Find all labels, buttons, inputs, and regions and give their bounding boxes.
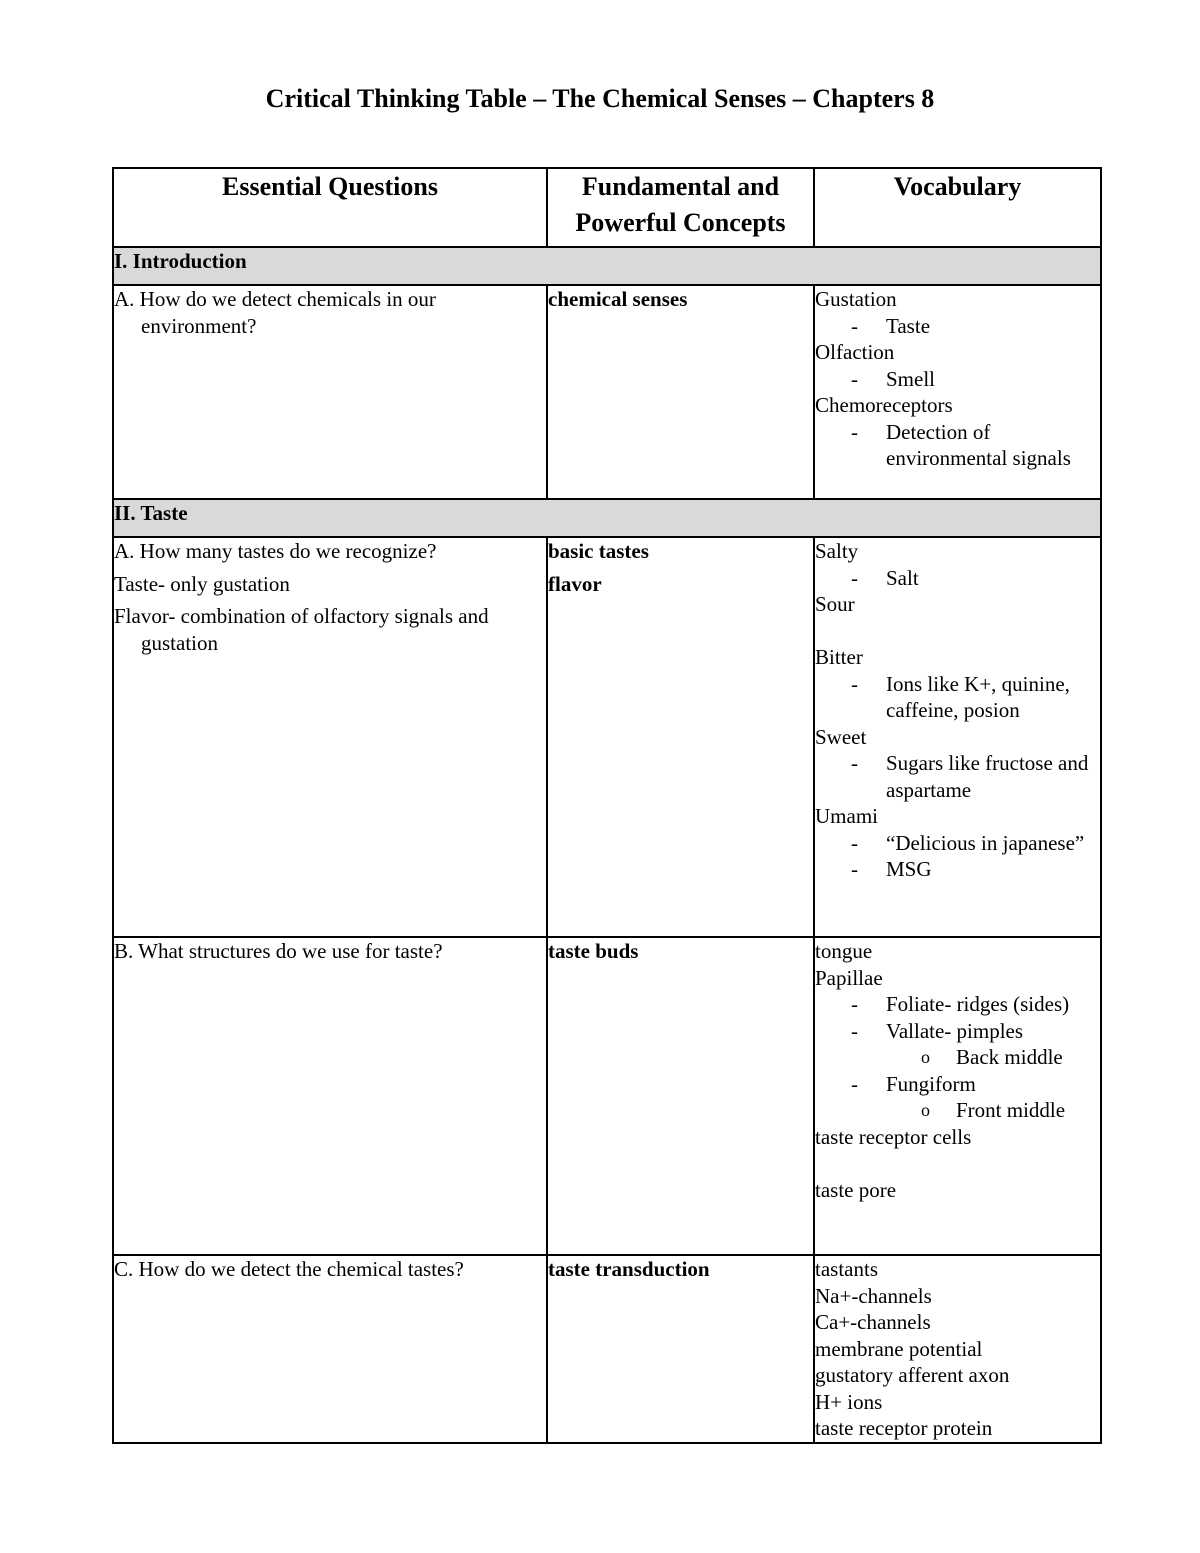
vocab-text: taste receptor protein [815,1416,993,1440]
table-body [113,247,1101,1443]
section-row [113,499,1101,537]
vocab-text: Detection of environmental signals [886,419,1071,470]
vocab-text: Foliate- ridges (sides) [886,992,1070,1016]
vocab-text: Sweet [815,724,867,749]
dash-bullet-icon: - [851,565,858,590]
vocab-item [815,1177,1100,1204]
section-title: I. Introduction [113,247,1101,285]
dash-bullet-icon: - [851,751,858,775]
vocab-text: gustatory afferent axon [815,1363,1010,1387]
vocab-item [815,803,1100,830]
vocabulary-cell [814,1255,1101,1443]
vocab-item [815,1283,1100,1310]
vocab-text: Ions like K+, quinine, caffeine, posion [886,671,1070,722]
vocab-text: Sugars like fructose and aspartame [886,751,1089,802]
vocabulary-cell [814,937,1101,1255]
vocabulary-cell [814,285,1101,499]
vocabulary-cell [814,537,1101,937]
vocab-subitem [815,419,1100,472]
header-essential-questions: Essential Questions [113,168,547,247]
vocab-text: Back middle [956,1045,1063,1069]
vocab-text: Sour [815,592,855,616]
vocab-text: Fungiform [886,1071,976,1096]
vocab-subitem [815,565,1100,592]
vocab-item [815,286,1100,313]
vocab-item [815,1389,1100,1416]
vocab-text: “Delicious in japanese” [886,830,1085,855]
vocab-subitem [815,856,1100,883]
concept-text: flavor [548,571,602,596]
dash-bullet-icon: - [851,419,858,444]
dash-bullet-icon: - [851,830,858,855]
vocab-text: taste pore [815,1177,897,1202]
question-cell [113,537,547,937]
vocab-item [815,724,1100,751]
vocab-subitem [815,1071,1100,1098]
table-row [113,1255,1101,1443]
vocab-text: Salty [815,539,859,563]
critical-thinking-table [112,167,1102,1444]
vocab-text: Bitter [815,645,863,669]
vocab-item [815,1150,1100,1177]
question-text: B. What structures do we use for taste? [114,939,443,963]
circle-bullet-icon: o [921,1047,930,1067]
question-cell [113,285,547,499]
vocab-item [815,1256,1100,1283]
section-row [113,247,1101,285]
header-concepts [547,168,814,247]
vocab-item [815,538,1100,565]
vocab-item [815,591,1100,618]
vocab-item [815,618,1100,645]
vocab-subitem [815,671,1100,724]
vocab-subitem [815,830,1100,857]
vocab-item [815,1362,1100,1389]
question-cell [113,1255,547,1443]
concept-cell [547,537,814,937]
vocab-item [815,392,1100,419]
vocab-text: Papillae [815,965,883,990]
vocab-item [815,965,1100,992]
vocab-text: Taste [886,313,931,338]
circle-bullet-icon: o [921,1100,930,1120]
section-title: II. Taste [113,499,1101,537]
dash-bullet-icon: - [851,313,858,338]
vocab-text: Vallate- pimples [886,1018,1024,1043]
vocab-text: Chemoreceptors [815,393,953,417]
dash-bullet-icon: - [851,992,858,1016]
vocab-text: Front middle [956,1098,1066,1122]
vocab-subitem [815,991,1100,1018]
dash-bullet-icon: - [851,1018,858,1043]
vocab-item [815,1124,1100,1151]
question-cell [113,937,547,1255]
question-text: A. How do we detect chemicals in our environment? [114,287,436,338]
header-row [113,168,1101,247]
question-text: A. How many tastes do we recognize? [114,539,437,563]
vocab-text: Na+-channels [815,1283,932,1308]
vocab-item [815,644,1100,671]
vocab-text: H+ ions [815,1389,883,1414]
vocab-subitem [815,366,1100,393]
vocab-text: tongue [815,939,873,963]
vocab-text: Ca+-channels [815,1310,931,1334]
table-row [113,537,1101,937]
question-text: Flavor- combination of olfactory signals and gustation [114,604,489,655]
concept-cell [547,1255,814,1443]
table-row [113,937,1101,1255]
vocab-item [815,1336,1100,1363]
question-text: C. How do we detect the chemical tastes? [114,1257,464,1281]
table-row [113,285,1101,499]
concept-text: taste transduction [548,1257,710,1281]
concept-cell [547,285,814,499]
vocab-subitem [815,313,1100,340]
vocab-item [815,339,1100,366]
vocab-text: Gustation [815,287,897,311]
vocab-item [815,1309,1100,1336]
header-concepts-line2: Powerful Concepts [575,208,786,237]
concept-text: basic tastes [548,539,649,563]
header-vocabulary: Vocabulary [814,168,1101,247]
concept-cell [547,937,814,1255]
vocab-text: Salt [886,565,919,590]
vocab-item [815,938,1100,965]
vocab-subitem [815,750,1100,803]
dash-bullet-icon: - [851,857,858,881]
header-concepts-line1: Fundamental and [581,172,780,201]
vocab-item [815,1415,1100,1442]
vocab-subitem [815,1018,1100,1045]
page-title: Critical Thinking Table – The Chemical Senses – Chapters 8 [265,84,935,113]
question-text: Taste- only gustation [114,571,290,596]
dash-bullet-icon: - [851,671,858,696]
vocab-text: Umami [815,804,878,828]
vocab-text: taste receptor cells [815,1124,972,1149]
vocab-text: MSG [886,857,932,881]
vocab-text: membrane potential [815,1336,983,1361]
dash-bullet-icon: - [851,1071,858,1096]
vocab-subitem [815,1097,1100,1124]
vocab-text: Olfaction [815,340,895,364]
vocab-text: Smell [886,366,936,391]
concept-text: taste buds [548,939,639,963]
vocab-subitem [815,1044,1100,1071]
vocab-text: tastants [815,1257,878,1281]
concept-text: chemical senses [548,287,688,311]
dash-bullet-icon: - [851,366,858,391]
